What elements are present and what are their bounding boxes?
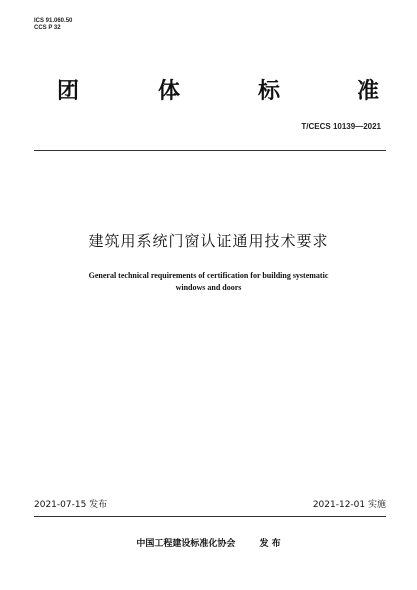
ccs-code: CCS P 32 [34, 25, 61, 31]
category-char-4: 准 [357, 79, 380, 104]
classification-block [34, 18, 72, 32]
title-chinese: 建筑用系统门窗认证通用技术要求 [88, 232, 329, 250]
publish-action: 发 布 [259, 539, 281, 549]
top-divider [34, 150, 386, 151]
standard-number: T/CECS 10139—2021 [301, 122, 381, 131]
title-english [0, 270, 417, 294]
publisher-name: 中国工程建设标准化协会 [136, 539, 236, 549]
category-char-2: 体 [158, 79, 181, 104]
title-english-line-1: General technical requirements of certification for building systematic [88, 271, 329, 280]
publisher-line [0, 538, 417, 550]
implementation-date: 2021-12-01 实施 [312, 500, 386, 510]
category-char-1: 团 [57, 79, 80, 104]
issue-date: 2021-07-15 发布 [34, 500, 108, 510]
ics-code: ICS 91.060.50 [34, 18, 73, 24]
category-char-3: 标 [258, 79, 281, 104]
bottom-divider [34, 516, 386, 517]
standard-category [0, 79, 417, 105]
title-english-line-2: windows and doors [175, 283, 242, 292]
